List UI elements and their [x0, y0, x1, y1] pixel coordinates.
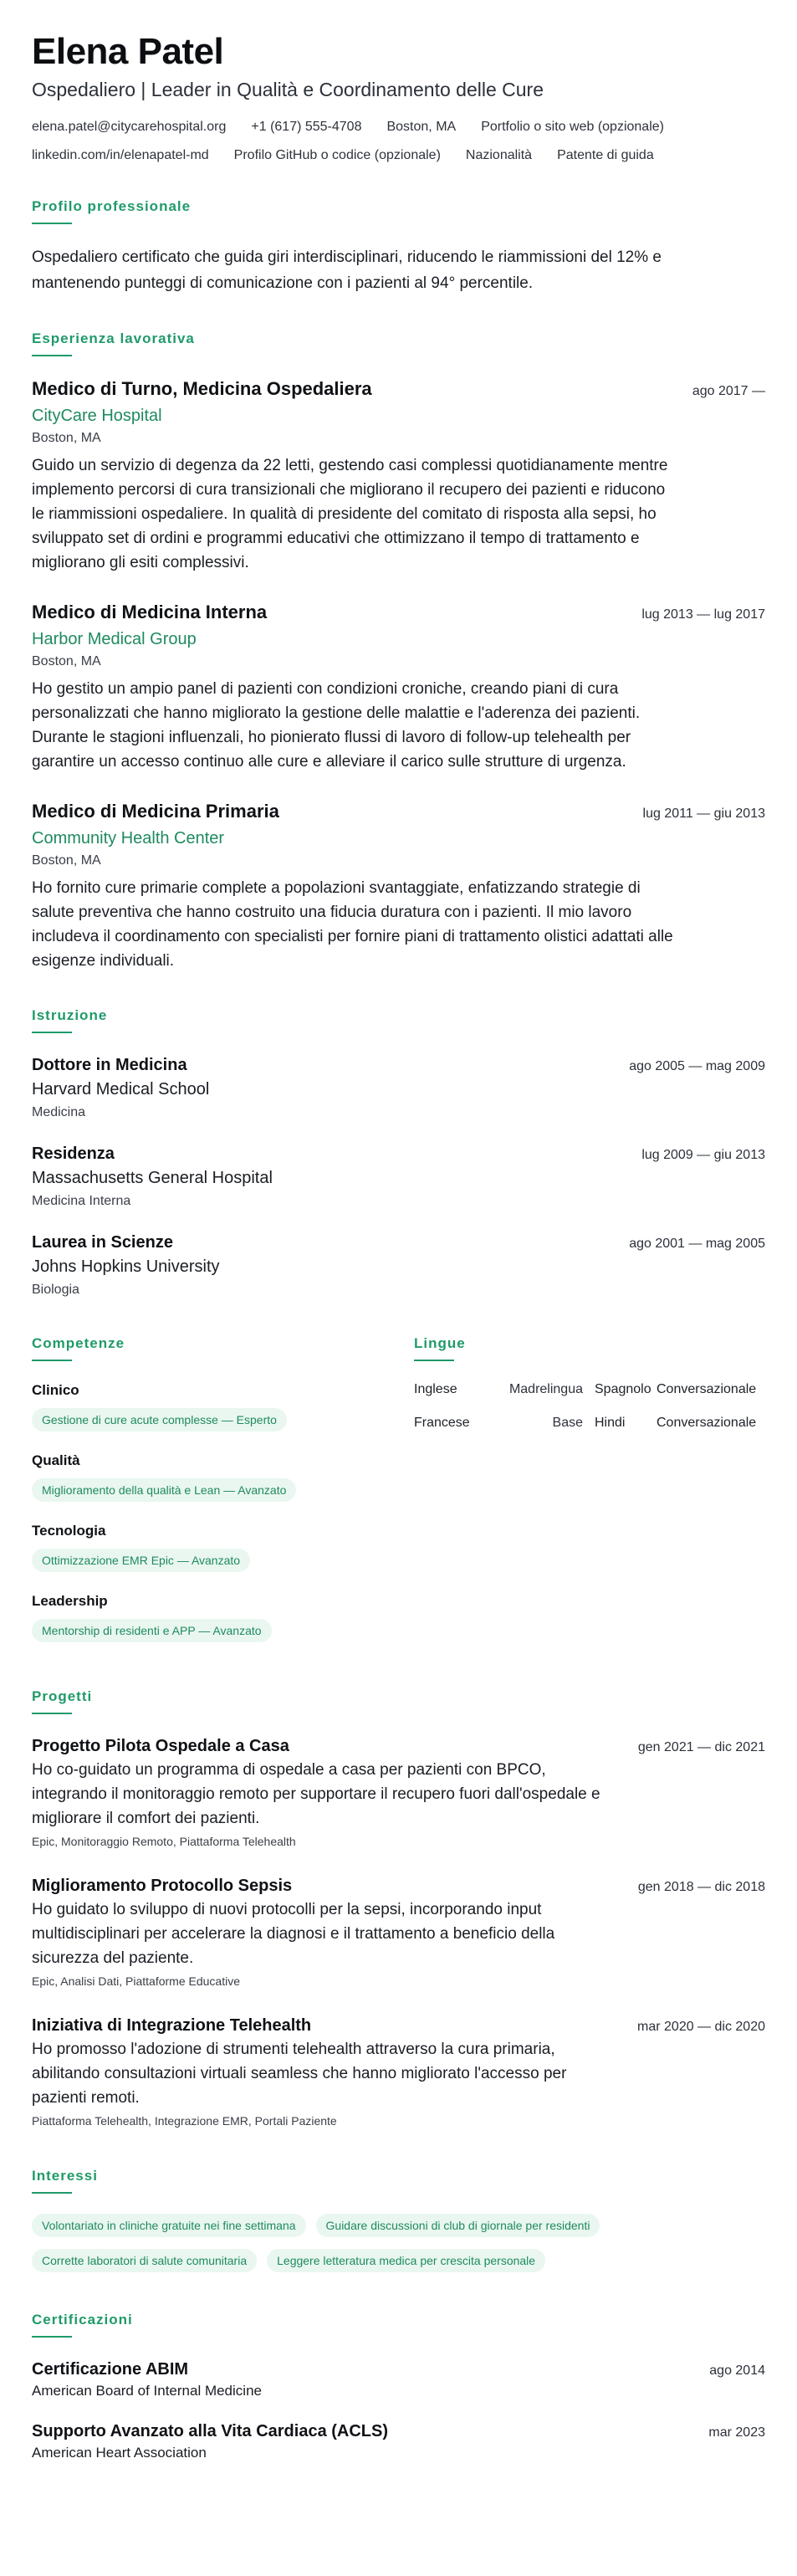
job-description: Ho fornito cure primarie complete a popolazioni svantaggiate, enfatizzando strategie di salute preventiva che hanno costruito una fiducia duratura con i pazienti. Il mio lavoro includeva il coordinamento con specialisti per fornire piani di trattamento olistici adattati alle esigenze individuali.	[32, 879, 673, 970]
resume-header	[32, 30, 765, 164]
job-location: Boston, MA	[32, 654, 101, 668]
project-description: Ho co-guidato un programma di ospedale a casa per pazienti con BPCO, integrando il monitoraggio remoto per supportare il recupero fuori dall'ospedale e migliorare il comfort dei pazienti.	[32, 1761, 600, 1827]
profile-summary: Ospedaliero certificato che guida giri interdisciplinari, riducendo le riammissioni del 12% e mantenendo punteggi di comunicazione con i pazienti al 94° percentile.	[32, 248, 662, 292]
education-field: Medicina	[32, 1105, 86, 1119]
education-section	[32, 1006, 765, 1301]
experience-section	[32, 330, 765, 973]
section-divider	[32, 2192, 72, 2194]
candidate-headline: Ospedaliero | Leader in Qualità e Coordinamento delle Cure	[32, 79, 544, 100]
language-level: Base	[552, 1416, 583, 1430]
section-title: Progetti	[32, 1688, 93, 1704]
section-title: Competenze	[32, 1335, 125, 1351]
certifications-section	[32, 2311, 765, 2463]
skill-chip: Ottimizzazione EMR Epic — Avanzato	[32, 1549, 250, 1572]
job-location: Boston, MA	[32, 431, 101, 445]
skill-category: Clinico	[32, 1382, 79, 1398]
interests-list	[32, 2214, 718, 2272]
project-title: Miglioramento Protocollo Sepsis	[32, 1877, 293, 1895]
section-divider	[32, 1360, 72, 1361]
section-title: Istruzione	[32, 1007, 108, 1023]
skill-category: Qualità	[32, 1452, 80, 1468]
interest-chip: Corrette laboratori di salute comunitaria	[32, 2249, 257, 2272]
contact-phone[interactable]: +1 (617) 555-4708	[251, 120, 362, 134]
project-technologies: Epic, Analisi Dati, Piattaforme Educative	[32, 1974, 241, 1988]
projects-section	[32, 1687, 765, 2130]
job-entry	[32, 600, 765, 774]
certification-issuer: American Heart Association	[32, 2445, 207, 2461]
education-field: Biologia	[32, 1283, 79, 1297]
job-title: Medico di Medicina Primaria	[32, 801, 279, 822]
section-divider	[32, 223, 72, 224]
section-title: Profilo professionale	[32, 198, 192, 214]
section-title: Certificazioni	[32, 2312, 133, 2328]
certification-entry	[32, 2358, 765, 2401]
candidate-name: Elena Patel	[32, 31, 224, 72]
section-divider	[414, 1360, 454, 1361]
skill-group	[32, 1381, 340, 1431]
project-date: mar 2020 — dic 2020	[637, 2020, 765, 2034]
job-description: Ho gestito un ampio panel di pazienti con condizioni croniche, creando piani di cura personalizzati che hanno migliorato la gestione delle malattie e l'aderenza dei pazienti. Durante le stagioni influenzali, ho pionierato flussi di lavoro di follow-up telehealth per garantire un accesso continuo alle cure e alleviare il carico sulle strutture di urgenza.	[32, 680, 641, 771]
contact-nationality: Nazionalità	[465, 148, 533, 162]
contact-linkedin[interactable]: linkedin.com/in/elenapatel-md	[32, 148, 209, 162]
section-divider	[32, 355, 72, 356]
section-title: Esperienza lavorativa	[32, 330, 195, 346]
education-school: Massachusetts General Hospital	[32, 1169, 273, 1187]
interest-chip: Leggere letteratura medica per crescita personale	[267, 2249, 545, 2272]
contact-github[interactable]: Profilo GitHub o codice (opzionale)	[233, 148, 441, 162]
skill-category: Tecnologia	[32, 1523, 106, 1539]
certification-name: Certificazione ABIM	[32, 2360, 189, 2379]
education-degree: Laurea in Scienze	[32, 1233, 173, 1252]
skill-group	[32, 1452, 340, 1502]
job-date: lug 2013 — lug 2017	[641, 607, 765, 622]
contact-email[interactable]: elena.patel@citycarehospital.org	[32, 120, 227, 134]
certification-name: Supporto Avanzato alla Vita Cardiaca (ACLS)	[32, 2422, 389, 2440]
contact-list	[32, 119, 768, 164]
skills-column	[32, 1334, 340, 1662]
education-date: lug 2009 — giu 2013	[641, 1148, 765, 1162]
section-divider	[32, 1713, 72, 1714]
skill-group	[32, 1592, 340, 1642]
profile-section	[32, 197, 765, 296]
job-description: Guido un servizio di degenza da 22 letti, gestendo casi complessi quotidianamente mentre implemento percorsi di cura transizionali che migliorano il recupero dei pazienti e riducono le riammissioni ospedaliere. In qualità di presidente del comitato di risposta alla sepsi, ho sviluppato set di ordini e programmi educativi che ottimizzano il tempo di trattamento e migliorano gli esiti complessivi.	[32, 457, 668, 571]
job-entry	[32, 799, 765, 973]
language-name: Spagnolo	[595, 1382, 651, 1396]
education-entry	[32, 1053, 765, 1124]
job-location: Boston, MA	[32, 853, 101, 868]
language-level: Conversazionale	[657, 1382, 757, 1396]
language-level: Madrelingua	[508, 1382, 583, 1396]
language-name: Francese	[414, 1416, 470, 1430]
certification-date: mar 2023	[708, 2425, 765, 2440]
job-title: Medico di Turno, Medicina Ospedaliera	[32, 378, 372, 399]
job-company: Community Health Center	[32, 829, 225, 848]
languages-column	[414, 1334, 765, 1662]
education-entry	[32, 1142, 765, 1212]
education-field: Medicina Interna	[32, 1194, 131, 1208]
language-name: Hindi	[595, 1416, 626, 1430]
project-entry	[32, 2014, 765, 2130]
section-divider	[32, 2336, 72, 2338]
interest-chip: Volontariato in cliniche gratuite nei fine settimana	[32, 2214, 306, 2237]
project-date: gen 2021 — dic 2021	[637, 1740, 765, 1754]
project-date: gen 2018 — dic 2018	[637, 1880, 765, 1894]
skill-chip: Miglioramento della qualità e Lean — Avanzato	[32, 1478, 296, 1502]
project-title: Iniziativa di Integrazione Telehealth	[32, 2016, 312, 2035]
project-technologies: Piattaforma Telehealth, Integrazione EMR, Portali Paziente	[32, 2114, 337, 2128]
section-title: Lingue	[414, 1335, 466, 1351]
project-technologies: Epic, Monitoraggio Remoto, Piattaforma Telehealth	[32, 1835, 296, 1848]
skill-category: Leadership	[32, 1593, 108, 1609]
project-description: Ho promosso l'adozione di strumenti telehealth attraverso la cura primaria, abilitando consultazioni virtuali seamless che hanno migliorato l'accesso per pazienti remoti.	[32, 2041, 567, 2107]
education-school: Johns Hopkins University	[32, 1257, 220, 1276]
skill-chip: Mentorship di residenti e APP — Avanzato	[32, 1619, 272, 1642]
project-entry	[32, 1734, 765, 1851]
project-entry	[32, 1874, 765, 1990]
certification-date: ago 2014	[709, 2363, 765, 2378]
certification-entry	[32, 2420, 765, 2463]
skill-chip: Gestione di cure acute complesse — Esperto	[32, 1408, 287, 1431]
job-company: Harbor Medical Group	[32, 630, 197, 648]
contact-location: Boston, MA	[386, 120, 457, 134]
contact-driving-license: Patente di guida	[557, 148, 654, 162]
education-degree: Residenza	[32, 1145, 115, 1163]
education-date: ago 2001 — mag 2005	[629, 1237, 765, 1251]
languages-list	[414, 1381, 765, 1431]
education-degree: Dottore in Medicina	[32, 1056, 187, 1074]
education-entry	[32, 1231, 765, 1301]
job-company: CityCare Hospital	[32, 407, 162, 425]
project-description: Ho guidato lo sviluppo di nuovi protocolli per la sepsi, incorporando input multidisciplinari per accelerare la diagnosi e il trattamento a beneficio della sicurezza del paziente.	[32, 1901, 555, 1967]
contact-portfolio[interactable]: Portfolio o sito web (opzionale)	[481, 120, 664, 134]
job-title: Medico di Medicina Interna	[32, 602, 268, 622]
project-title: Progetto Pilota Ospedale a Casa	[32, 1737, 289, 1755]
language-level: Conversazionale	[657, 1416, 757, 1430]
section-divider	[32, 1032, 72, 1033]
language-name: Inglese	[414, 1382, 457, 1396]
education-school: Harvard Medical School	[32, 1080, 210, 1099]
job-date: lug 2011 — giu 2013	[642, 807, 765, 821]
certification-issuer: American Board of Internal Medicine	[32, 2383, 262, 2399]
interest-chip: Guidare discussioni di club di giornale per residenti	[316, 2214, 600, 2237]
section-title: Interessi	[32, 2168, 98, 2184]
skills-languages-section	[32, 1334, 765, 1662]
skill-group	[32, 1522, 340, 1572]
education-date: ago 2005 — mag 2009	[629, 1059, 765, 1073]
job-entry	[32, 376, 765, 575]
interests-section	[32, 2167, 765, 2272]
job-date: ago 2017 —	[692, 384, 765, 398]
